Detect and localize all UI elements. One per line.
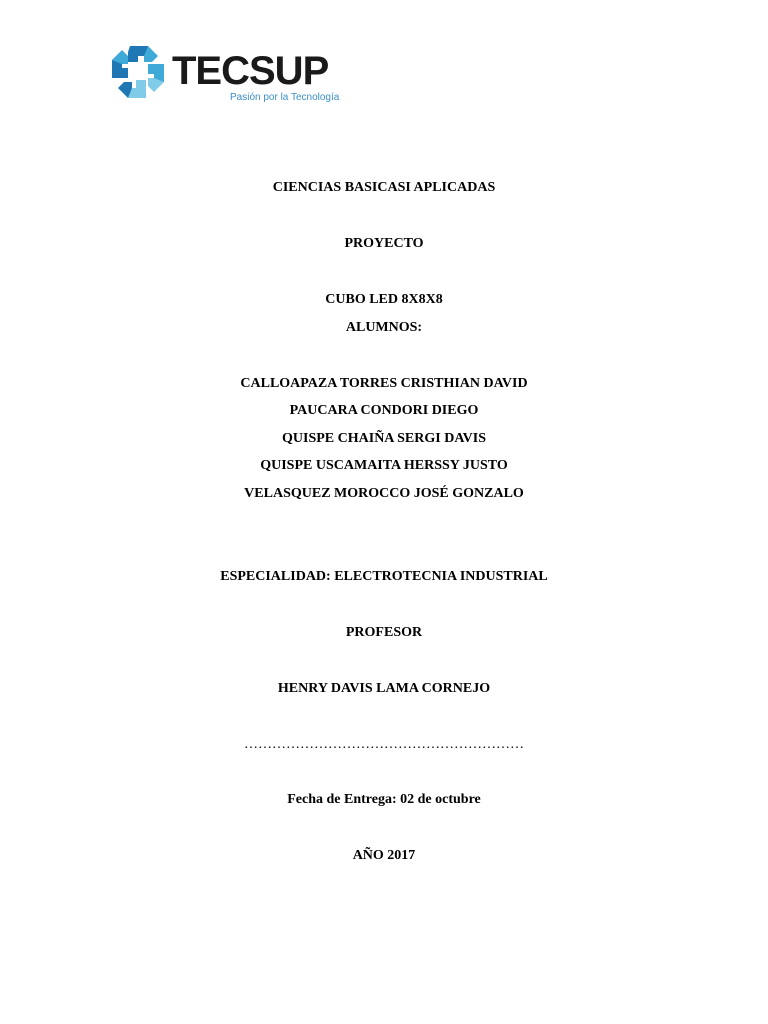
professor-name: HENRY DAVIS LAMA CORNEJO: [277, 681, 491, 696]
specialty: ESPECIALIDAD: ELECTROTECNIA INDUSTRIAL: [220, 569, 548, 584]
logo-wordmark: TECSUP: [172, 49, 329, 93]
student-name: VELASQUEZ MOROCCO JOSÉ GONZALO: [244, 486, 524, 501]
logo-emblem-icon: [112, 46, 164, 98]
tecsup-logo-graphic: [108, 40, 348, 106]
student-name: CALLOAPAZA TORRES CRISTHIAN DAVID: [240, 376, 528, 391]
students-label: ALUMNOS:: [345, 320, 423, 335]
professor-label: PROFESOR: [345, 625, 423, 640]
student-name: PAUCARA CONDORI DIEGO: [289, 403, 479, 418]
signature-line: ……………………………………………………: [244, 737, 524, 752]
logo-tagline: Pasión por la Tecnología: [230, 92, 340, 103]
tecsup-logo: [108, 40, 348, 106]
course-title: CIENCIAS BASICASI APLICADAS: [272, 180, 496, 195]
document-type: PROYECTO: [344, 236, 424, 251]
student-name: QUISPE USCAMAITA HERSSY JUSTO: [260, 458, 508, 473]
student-name: QUISPE CHAIÑA SERGI DAVIS: [282, 431, 486, 446]
project-title: CUBO LED 8X8X8: [325, 292, 443, 307]
delivery-date: Fecha de Entrega: 02 de octubre: [287, 792, 481, 807]
year: AÑO 2017: [352, 848, 416, 863]
